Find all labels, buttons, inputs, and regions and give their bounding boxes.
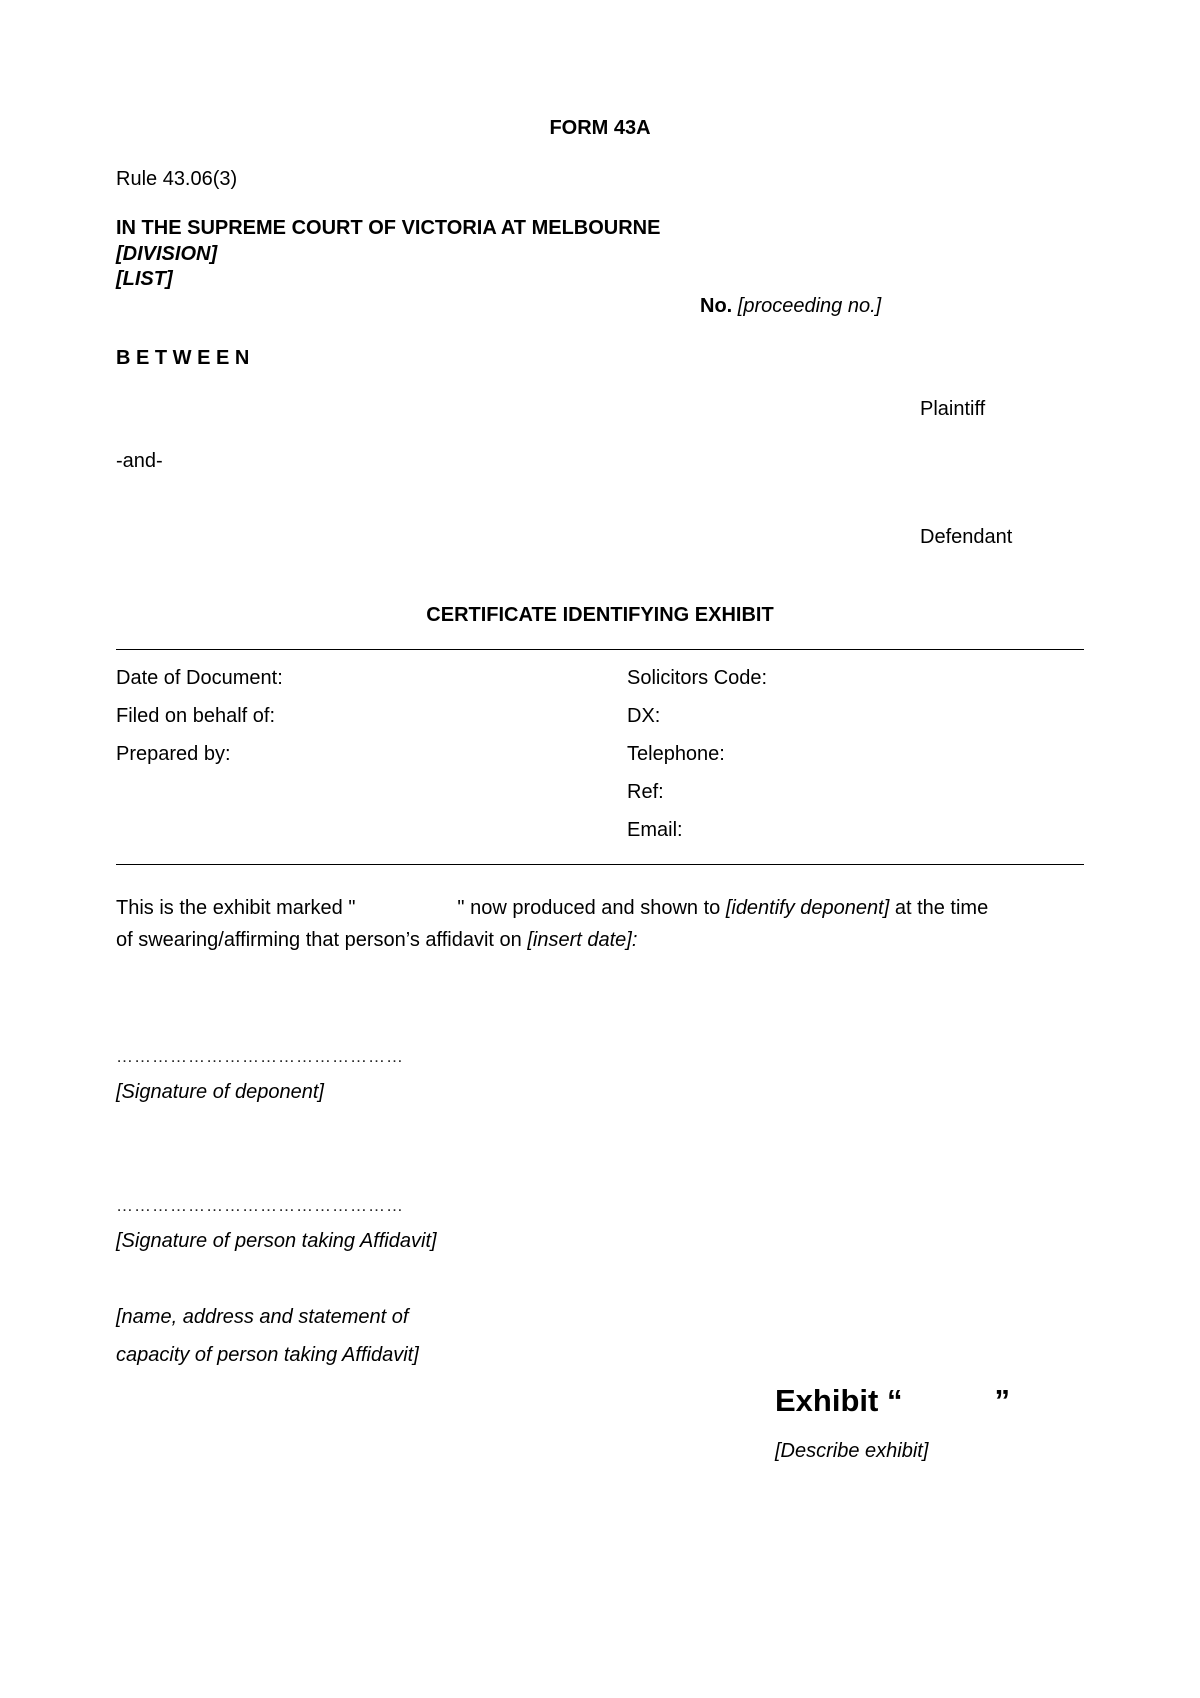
statement-part-3: at the time <box>889 897 989 919</box>
plaintiff-label: Plaintiff <box>920 398 986 420</box>
statement-part-1: This is the exhibit marked " <box>116 897 356 919</box>
exhibit-close-quote: ” <box>994 1383 1010 1418</box>
court-name: IN THE SUPREME COURT OF VICTORIA AT MELBOURNE <box>116 217 661 239</box>
date-of-document-label: Date of Document: <box>116 667 283 689</box>
ref-label: Ref: <box>627 781 664 803</box>
deponent-placeholder: [identify deponent] <box>725 897 890 919</box>
form-title: FORM 43A <box>549 117 651 139</box>
bottom-divider <box>116 864 1084 865</box>
rule-reference: Rule 43.06(3) <box>116 168 238 190</box>
taker-details-line-1: [name, address and statement of <box>116 1306 409 1328</box>
email-label: Email: <box>627 819 683 841</box>
between-heading: B E T W E E N <box>116 347 250 369</box>
filed-on-behalf-label: Filed on behalf of: <box>116 705 275 727</box>
taker-signature-label: [Signature of person taking Affidavit] <box>116 1230 437 1252</box>
exhibit-label <box>775 1382 1010 1419</box>
and-separator: -and- <box>116 450 163 472</box>
certificate-title: CERTIFICATE IDENTIFYING EXHIBIT <box>426 604 774 626</box>
deponent-signature-label: [Signature of deponent] <box>116 1081 324 1103</box>
defendant-label: Defendant <box>920 526 1013 548</box>
deponent-signature-line: ………………………………………… <box>116 1047 404 1066</box>
proceeding-number <box>700 294 881 318</box>
top-divider <box>116 649 1084 650</box>
prepared-by-label: Prepared by: <box>116 743 231 765</box>
describe-exhibit-placeholder: [Describe exhibit] <box>775 1440 929 1462</box>
exhibit-text: Exhibit “ <box>775 1383 903 1418</box>
insert-date-placeholder: [insert date]: <box>527 929 638 951</box>
solicitors-code-label: Solicitors Code: <box>627 667 768 689</box>
taker-details-line-2: capacity of person taking Affidavit] <box>116 1344 419 1366</box>
telephone-label: Telephone: <box>627 743 725 765</box>
statement-line-2 <box>116 928 637 952</box>
division-placeholder: [DIVISION] <box>116 243 218 265</box>
dx-label: DX: <box>627 705 661 727</box>
list-placeholder: [LIST] <box>116 268 173 290</box>
proceeding-no-placeholder: [proceeding no.] <box>737 295 882 317</box>
statement-part-2: " now produced and shown to <box>457 897 726 919</box>
statement-line-1 <box>116 896 988 920</box>
taker-signature-line: ………………………………………… <box>116 1196 404 1215</box>
proceeding-no-label: No. <box>700 295 733 317</box>
statement-part-4: of swearing/affirming that person’s affidavit on <box>116 929 528 951</box>
